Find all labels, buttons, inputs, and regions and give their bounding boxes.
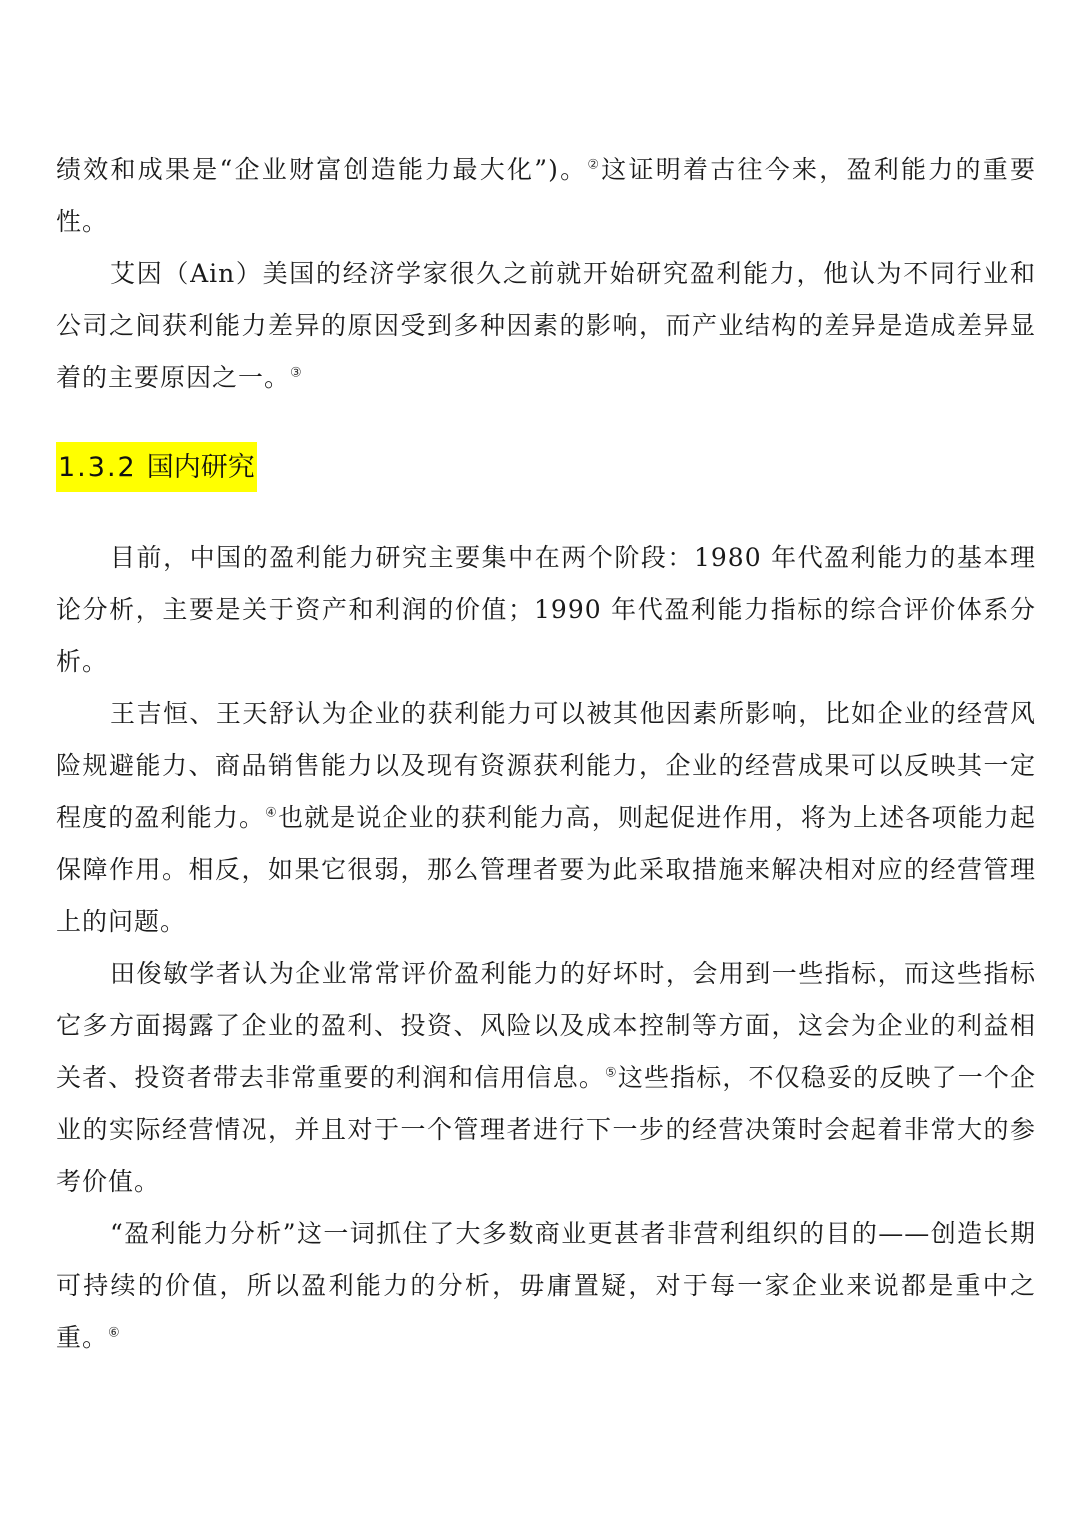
footnote-ref-4: ④ xyxy=(265,805,278,821)
section-title: 国内研究 xyxy=(146,452,255,483)
paragraph-6-text: “盈利能力分析”这一词抓住了大多数商业更甚者非营利组织的目的——创造长期可持续的价值，所以盈利能力的分析，毋庸置疑，对于每一家企业来说都是重中之重。 xyxy=(56,1219,1036,1352)
paragraph-4 xyxy=(56,688,1036,948)
paragraph-4-text-a: 王吉恒、王天舒认为企业的获利能力可以被其他因素所影响，比如企业的经营风险规避能力、商品销售能力以及现有资源获利能力，企业的经营成果可以反映其一定程度的盈利能力。 xyxy=(56,699,1036,832)
footnote-ref-6: ⑥ xyxy=(108,1325,121,1341)
paragraph-3 xyxy=(56,532,1036,688)
paragraph-2 xyxy=(56,248,1036,404)
paragraph-1-text-b: 这证明着古往今来，盈利能力的重要性。 xyxy=(56,155,1036,236)
paragraph-5-text-a: 田俊敏学者认为企业常常评价盈利能力的好坏时，会用到一些指标，而这些指标它多方面揭露了企业的盈利、投资、风险以及成本控制等方面，这会为企业的利益相关者、投资者带去非常重要的利润和信用信息。 xyxy=(56,959,1036,1092)
paragraph-4-text-b: 也就是说企业的获利能力高，则起促进作用，将为上述各项能力起保障作用。相反，如果它很弱，那么管理者要为此采取措施来解决相对应的经营管理上的问题。 xyxy=(56,803,1036,936)
footnote-ref-5: ⑤ xyxy=(605,1065,618,1081)
footnote-ref-2: ② xyxy=(587,157,602,173)
paragraph-6 xyxy=(56,1208,1036,1364)
paragraph-5 xyxy=(56,948,1036,1208)
section-number: 1.3.2 xyxy=(58,452,137,483)
section-heading xyxy=(56,442,257,492)
paragraph-5-text-b: 这些指标，不仅稳妥的反映了一个企业的实际经营情况，并且对于一个管理者进行下一步的经营决策时会起着非常大的参考价值。 xyxy=(56,1063,1036,1196)
paragraph-1 xyxy=(56,144,1036,248)
paragraph-3-text: 目前，中国的盈利能力研究主要集中在两个阶段：1980 年代盈利能力的基本理论分析，主要是关于资产和利润的价值；1990 年代盈利能力指标的综合评价体系分析。 xyxy=(56,543,1036,676)
paragraph-2-text: 艾因（Ain）美国的经济学家很久之前就开始研究盈利能力，他认为不同行业和公司之间获利能力差异的原因受到多种因素的影响，而产业结构的差异是造成差异显着的主要原因之一。 xyxy=(56,259,1036,392)
paragraph-1-text-a: 绩效和成果是“企业财富创造能力最大化”)。 xyxy=(56,155,588,184)
footnote-ref-3: ③ xyxy=(290,365,303,381)
